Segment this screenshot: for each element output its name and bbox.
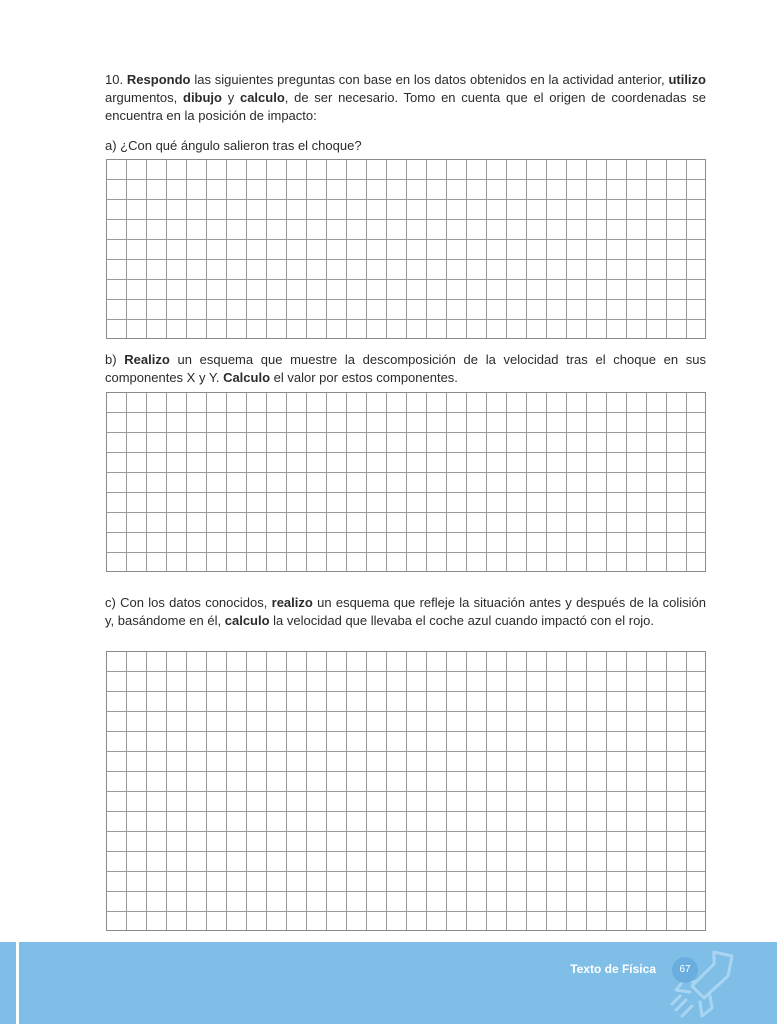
question-text: , de ser necesario. Tomo en cuenta que el origen de coordenadas se encuentra en la posición de impacto: (105, 90, 706, 123)
keyword-utilizo: utilizo (668, 72, 706, 87)
question-number: 10. (105, 72, 124, 87)
question-10-instructions (105, 71, 706, 125)
question-text: el valor por estos componentes. (273, 370, 458, 385)
keyword-dibujo: dibujo (183, 90, 222, 105)
keyword-realizo: realizo (271, 595, 313, 610)
part-label: b) (105, 352, 117, 367)
keyword-calculo: Calculo (223, 370, 271, 385)
page-footer (0, 942, 777, 1024)
question-text: un esquema que muestre la descomposición de la velocidad tras el choque en sus componentes X y Y. (105, 352, 706, 385)
page-number: 67 (672, 957, 698, 983)
answer-grid-b[interactable] (106, 392, 706, 572)
question-text: c) Con los datos conocidos, (105, 595, 268, 610)
part-b-question (105, 351, 706, 387)
question-text: argumentos, (105, 90, 178, 105)
answer-grid-a[interactable] (106, 159, 706, 339)
part-c-question (105, 594, 706, 630)
question-text: un esquema que refleje la situación antes y después de la colisión y, basándome en él, (105, 595, 706, 628)
keyword-calculo: calculo (239, 90, 285, 105)
question-text: las siguientes preguntas con base en los datos obtenidos en la actividad anterior, (194, 72, 665, 87)
footer-divider (16, 942, 19, 1024)
part-a-question: a) ¿Con qué ángulo salieron tras el choque? (105, 138, 362, 153)
answer-grid-c[interactable] (106, 651, 706, 931)
question-text: y (227, 90, 235, 105)
keyword-respondo: Respondo (126, 72, 191, 87)
book-title: Texto de Física (570, 962, 656, 976)
keyword-calculo: calculo (224, 613, 270, 628)
keyword-realizo: Realizo (124, 352, 170, 367)
question-text: la velocidad que llevaba el coche azul cuando impactó con el rojo. (273, 613, 655, 628)
